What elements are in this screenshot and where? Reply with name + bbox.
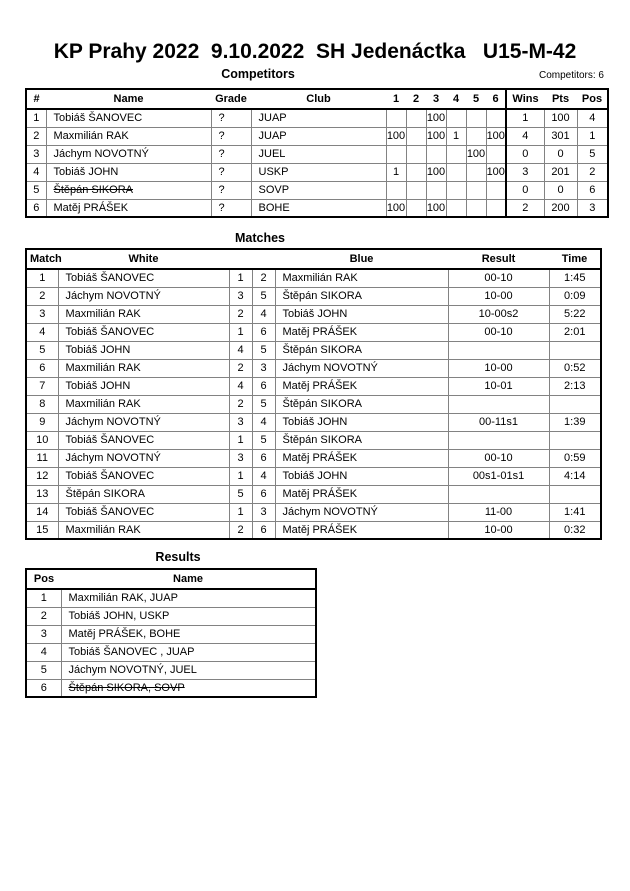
match-blue-competitor-num: 5 (252, 287, 275, 305)
match-white-name: Maxmilián RAK (58, 521, 229, 539)
matches-table (25, 248, 602, 540)
page-title: KP Prahy 2022 9.10.2022 SH Jedenáctka U15-M-42 (53, 40, 577, 63)
competitor-grade: ? (211, 163, 251, 181)
match-row (26, 341, 601, 359)
match-blue-name: Matěj PRÁŠEK (275, 485, 448, 503)
match-white-name: Maxmilián RAK (58, 395, 229, 413)
match-white-competitor-num: 5 (229, 485, 252, 503)
match-time: 0:32 (549, 521, 601, 539)
match-white-name: Jáchym NOVOTNÝ (58, 287, 229, 305)
match-blue-name: Tobiáš JOHN (275, 413, 448, 431)
match-blue-competitor-num: 2 (252, 269, 275, 287)
competitor-name-text: Tobiáš JOHN (53, 166, 119, 178)
competitor-name (46, 127, 211, 145)
match-blue-competitor-num: 6 (252, 485, 275, 503)
match-white-name: Maxmilián RAK (58, 305, 229, 323)
col-header-white-num (229, 249, 252, 269)
col-header-pos: Pos (26, 569, 61, 589)
match-time: 1:45 (549, 269, 601, 287)
match-time: 0:52 (549, 359, 601, 377)
match-row (26, 431, 601, 449)
match-row (26, 287, 601, 305)
match-blue-name: Matěj PRÁŠEK (275, 323, 448, 341)
competitor-club: BOHE (251, 199, 386, 217)
result-name (61, 679, 316, 697)
score-vs-5 (466, 163, 486, 181)
score-vs-3: 100 (426, 109, 446, 127)
score-vs-6: 100 (486, 127, 506, 145)
competitor-wins: 2 (506, 199, 544, 217)
competitor-club: JUEL (251, 145, 386, 163)
competitor-club: SOVP (251, 181, 386, 199)
match-row (26, 359, 601, 377)
score-vs-6 (486, 181, 506, 199)
competitor-name-text: Maxmilián RAK (53, 130, 129, 142)
matches-header-row (26, 249, 601, 269)
match-white-competitor-num: 2 (229, 359, 252, 377)
competitor-club: JUAP (251, 109, 386, 127)
match-result: 10-00s2 (448, 305, 549, 323)
score-vs-3: 100 (426, 199, 446, 217)
match-blue-competitor-num: 5 (252, 395, 275, 413)
result-pos: 6 (26, 679, 61, 697)
match-row (26, 269, 601, 287)
competitor-pts: 200 (544, 199, 577, 217)
match-white-competitor-num: 2 (229, 395, 252, 413)
results-header-row (26, 569, 316, 589)
score-vs-2 (406, 163, 426, 181)
score-vs-5 (466, 199, 486, 217)
result-row (26, 643, 316, 661)
match-row (26, 377, 601, 395)
competitor-name (46, 145, 211, 163)
match-time: 4:14 (549, 467, 601, 485)
score-vs-2 (406, 109, 426, 127)
competitor-grade: ? (211, 199, 251, 217)
col-header-wins: Wins (506, 89, 544, 109)
score-vs-2 (406, 199, 426, 217)
competitor-name (46, 163, 211, 181)
match-number: 4 (26, 323, 58, 341)
result-name (61, 643, 316, 661)
match-row (26, 413, 601, 431)
competitor-grade: ? (211, 109, 251, 127)
match-number: 5 (26, 341, 58, 359)
match-blue-name: Štěpán SIKORA (275, 395, 448, 413)
result-name (61, 661, 316, 679)
score-vs-4 (446, 199, 466, 217)
match-white-competitor-num: 2 (229, 305, 252, 323)
col-header-name: Name (61, 569, 316, 589)
result-name (61, 589, 316, 607)
match-number: 1 (26, 269, 58, 287)
score-vs-6 (486, 199, 506, 217)
result-name-text: Maxmilián RAK, JUAP (68, 592, 178, 605)
result-name-text: Štěpán SIKORA, SOVP (68, 681, 185, 694)
match-number: 8 (26, 395, 58, 413)
match-blue-competitor-num: 6 (252, 449, 275, 467)
match-row (26, 485, 601, 503)
result-row (26, 679, 316, 697)
match-time: 0:09 (549, 287, 601, 305)
match-white-competitor-num: 3 (229, 449, 252, 467)
result-name-text: Jáchym NOVOTNÝ, JUEL (68, 664, 197, 676)
matches-section-title: Matches (234, 231, 286, 245)
match-time: 0:59 (549, 449, 601, 467)
score-vs-5 (466, 181, 486, 199)
col-header-pts: Pts (544, 89, 577, 109)
match-blue-name: Jáchym NOVOTNÝ (275, 503, 448, 521)
result-pos: 2 (26, 607, 61, 625)
match-number: 6 (26, 359, 58, 377)
match-number: 12 (26, 467, 58, 485)
result-pos: 3 (26, 625, 61, 643)
match-number: 13 (26, 485, 58, 503)
match-row (26, 503, 601, 521)
col-header-grade: Grade (211, 89, 251, 109)
match-blue-competitor-num: 6 (252, 377, 275, 395)
competitor-wins: 0 (506, 145, 544, 163)
match-blue-competitor-num: 6 (252, 521, 275, 539)
col-header-club: Club (251, 89, 386, 109)
result-name (61, 607, 316, 625)
match-white-competitor-num: 1 (229, 467, 252, 485)
match-blue-name: Štěpán SIKORA (275, 287, 448, 305)
match-result: 00-10 (448, 323, 549, 341)
score-vs-3 (426, 181, 446, 199)
match-time: 1:39 (549, 413, 601, 431)
result-name-text: Tobiáš JOHN, USKP (68, 610, 170, 622)
match-result: 00-10 (448, 449, 549, 467)
match-blue-name: Štěpán SIKORA (275, 341, 448, 359)
result-name-text: Tobiáš ŠANOVEC , JUAP (68, 646, 195, 658)
score-vs-4 (446, 109, 466, 127)
match-row (26, 323, 601, 341)
match-number: 10 (26, 431, 58, 449)
match-blue-name: Maxmilián RAK (275, 269, 448, 287)
match-blue-name: Matěj PRÁŠEK (275, 449, 448, 467)
competitor-name (46, 109, 211, 127)
col-header-white: White (58, 249, 229, 269)
match-blue-name: Tobiáš JOHN (275, 305, 448, 323)
match-result: 10-01 (448, 377, 549, 395)
match-white-competitor-num: 3 (229, 413, 252, 431)
competitor-pos: 1 (577, 127, 608, 145)
match-white-name: Tobiáš ŠANOVEC (58, 269, 229, 287)
match-white-name: Tobiáš ŠANOVEC (58, 467, 229, 485)
match-time (549, 341, 601, 359)
match-time: 1:41 (549, 503, 601, 521)
competitor-pos: 2 (577, 163, 608, 181)
competitor-grade: ? (211, 145, 251, 163)
competitor-wins: 0 (506, 181, 544, 199)
competitor-pts: 0 (544, 181, 577, 199)
match-number: 9 (26, 413, 58, 431)
match-white-name: Tobiáš ŠANOVEC (58, 323, 229, 341)
score-vs-4 (446, 181, 466, 199)
competitor-name-text: Matěj PRÁŠEK (53, 201, 129, 214)
competitor-row (26, 145, 608, 163)
match-white-name: Tobiáš JOHN (58, 341, 229, 359)
score-vs-6 (486, 145, 506, 163)
score-vs-5 (466, 127, 486, 145)
match-result: 10-00 (448, 287, 549, 305)
match-blue-competitor-num: 3 (252, 359, 275, 377)
score-vs-1: 1 (386, 163, 406, 181)
match-blue-competitor-num: 5 (252, 431, 275, 449)
competitors-count: Competitors: 6 (538, 70, 604, 81)
match-result: 00s1-01s1 (448, 467, 549, 485)
match-blue-name: Tobiáš JOHN (275, 467, 448, 485)
competitor-number: 5 (26, 181, 46, 199)
match-result (448, 395, 549, 413)
col-header-opp3: 3 (426, 89, 446, 109)
results-section-title: Results (155, 550, 201, 564)
competitor-wins: 3 (506, 163, 544, 181)
match-white-competitor-num: 4 (229, 377, 252, 395)
competitors-table (25, 88, 609, 218)
competitor-number: 4 (26, 163, 46, 181)
match-number: 11 (26, 449, 58, 467)
match-time (549, 485, 601, 503)
result-pos: 5 (26, 661, 61, 679)
match-number: 3 (26, 305, 58, 323)
competitor-row (26, 109, 608, 127)
competitor-name-text: Jáchym NOVOTNÝ (53, 148, 149, 160)
competitor-row (26, 181, 608, 199)
competitor-pts: 100 (544, 109, 577, 127)
match-white-competitor-num: 2 (229, 521, 252, 539)
competitor-pos: 6 (577, 181, 608, 199)
match-time (549, 395, 601, 413)
match-result (448, 341, 549, 359)
score-vs-4 (446, 145, 466, 163)
match-result (448, 431, 549, 449)
col-header-name: Name (46, 89, 211, 109)
match-number: 2 (26, 287, 58, 305)
score-vs-6 (486, 109, 506, 127)
score-vs-2 (406, 181, 426, 199)
result-row (26, 589, 316, 607)
match-time: 5:22 (549, 305, 601, 323)
match-blue-competitor-num: 4 (252, 305, 275, 323)
col-header-opp2: 2 (406, 89, 426, 109)
col-header-match: Match (26, 249, 58, 269)
match-white-competitor-num: 1 (229, 269, 252, 287)
score-vs-5: 100 (466, 145, 486, 163)
match-result: 10-00 (448, 359, 549, 377)
score-vs-1 (386, 145, 406, 163)
competitor-name-text: Štěpán SIKORA (53, 184, 133, 196)
match-number: 15 (26, 521, 58, 539)
competitor-number: 3 (26, 145, 46, 163)
score-vs-4: 1 (446, 127, 466, 145)
competitors-section-title: Competitors (221, 67, 295, 81)
competitor-name (46, 181, 211, 199)
score-vs-2 (406, 127, 426, 145)
match-row (26, 521, 601, 539)
match-result: 11-00 (448, 503, 549, 521)
match-white-competitor-num: 1 (229, 323, 252, 341)
result-pos: 1 (26, 589, 61, 607)
result-name (61, 625, 316, 643)
col-header-blue-num (252, 249, 275, 269)
competitor-grade: ? (211, 181, 251, 199)
competitor-pts: 301 (544, 127, 577, 145)
match-white-name: Štěpán SIKORA (58, 485, 229, 503)
competitor-grade: ? (211, 127, 251, 145)
competitor-name (46, 199, 211, 217)
match-result: 10-00 (448, 521, 549, 539)
col-header-number: # (26, 89, 46, 109)
competitor-row (26, 199, 608, 217)
col-header-opp6: 6 (486, 89, 506, 109)
match-white-name: Jáchym NOVOTNÝ (58, 413, 229, 431)
result-pos: 4 (26, 643, 61, 661)
match-white-competitor-num: 4 (229, 341, 252, 359)
col-header-opp1: 1 (386, 89, 406, 109)
col-header-pos: Pos (577, 89, 608, 109)
score-vs-6: 100 (486, 163, 506, 181)
match-blue-name: Matěj PRÁŠEK (275, 521, 448, 539)
match-row (26, 305, 601, 323)
match-number: 7 (26, 377, 58, 395)
col-header-time: Time (549, 249, 601, 269)
competitor-number: 6 (26, 199, 46, 217)
competitor-number: 2 (26, 127, 46, 145)
competitor-wins: 4 (506, 127, 544, 145)
result-row (26, 625, 316, 643)
match-white-name: Maxmilián RAK (58, 359, 229, 377)
col-header-blue: Blue (275, 249, 448, 269)
match-white-competitor-num: 1 (229, 503, 252, 521)
score-vs-4 (446, 163, 466, 181)
match-white-name: Tobiáš ŠANOVEC (58, 503, 229, 521)
match-blue-competitor-num: 6 (252, 323, 275, 341)
match-white-name: Tobiáš ŠANOVEC (58, 431, 229, 449)
match-blue-competitor-num: 5 (252, 341, 275, 359)
match-result (448, 485, 549, 503)
score-vs-3: 100 (426, 163, 446, 181)
results-table (25, 568, 317, 698)
result-row (26, 661, 316, 679)
competitor-pts: 201 (544, 163, 577, 181)
match-number: 14 (26, 503, 58, 521)
match-time (549, 431, 601, 449)
match-blue-name: Štěpán SIKORA (275, 431, 448, 449)
score-vs-1: 100 (386, 199, 406, 217)
match-result: 00-10 (448, 269, 549, 287)
match-row (26, 449, 601, 467)
match-time: 2:01 (549, 323, 601, 341)
match-blue-competitor-num: 4 (252, 467, 275, 485)
competitor-row (26, 127, 608, 145)
competitor-pos: 4 (577, 109, 608, 127)
score-vs-3: 100 (426, 127, 446, 145)
score-vs-1 (386, 181, 406, 199)
match-white-competitor-num: 3 (229, 287, 252, 305)
match-row (26, 395, 601, 413)
match-white-name: Tobiáš JOHN (58, 377, 229, 395)
score-vs-1: 100 (386, 127, 406, 145)
match-row (26, 467, 601, 485)
competitors-header-row (26, 89, 608, 109)
match-result: 00-11s1 (448, 413, 549, 431)
col-header-opp5: 5 (466, 89, 486, 109)
competitor-number: 1 (26, 109, 46, 127)
competitor-name-text: Tobiáš ŠANOVEC (53, 112, 143, 125)
score-vs-5 (466, 109, 486, 127)
result-name-text: Matěj PRÁŠEK, BOHE (68, 628, 181, 640)
match-blue-name: Matěj PRÁŠEK (275, 377, 448, 395)
col-header-opp4: 4 (446, 89, 466, 109)
score-vs-3 (426, 145, 446, 163)
match-blue-competitor-num: 3 (252, 503, 275, 521)
score-vs-1 (386, 109, 406, 127)
match-blue-name: Jáchym NOVOTNÝ (275, 359, 448, 377)
match-time: 2:13 (549, 377, 601, 395)
competitor-wins: 1 (506, 109, 544, 127)
match-white-competitor-num: 1 (229, 431, 252, 449)
match-white-name: Jáchym NOVOTNÝ (58, 449, 229, 467)
competitor-pos: 5 (577, 145, 608, 163)
competitor-pos: 3 (577, 199, 608, 217)
result-row (26, 607, 316, 625)
competitor-club: JUAP (251, 127, 386, 145)
score-vs-2 (406, 145, 426, 163)
col-header-result: Result (448, 249, 549, 269)
competitor-pts: 0 (544, 145, 577, 163)
competitor-row (26, 163, 608, 181)
match-blue-competitor-num: 4 (252, 413, 275, 431)
competitor-club: USKP (251, 163, 386, 181)
